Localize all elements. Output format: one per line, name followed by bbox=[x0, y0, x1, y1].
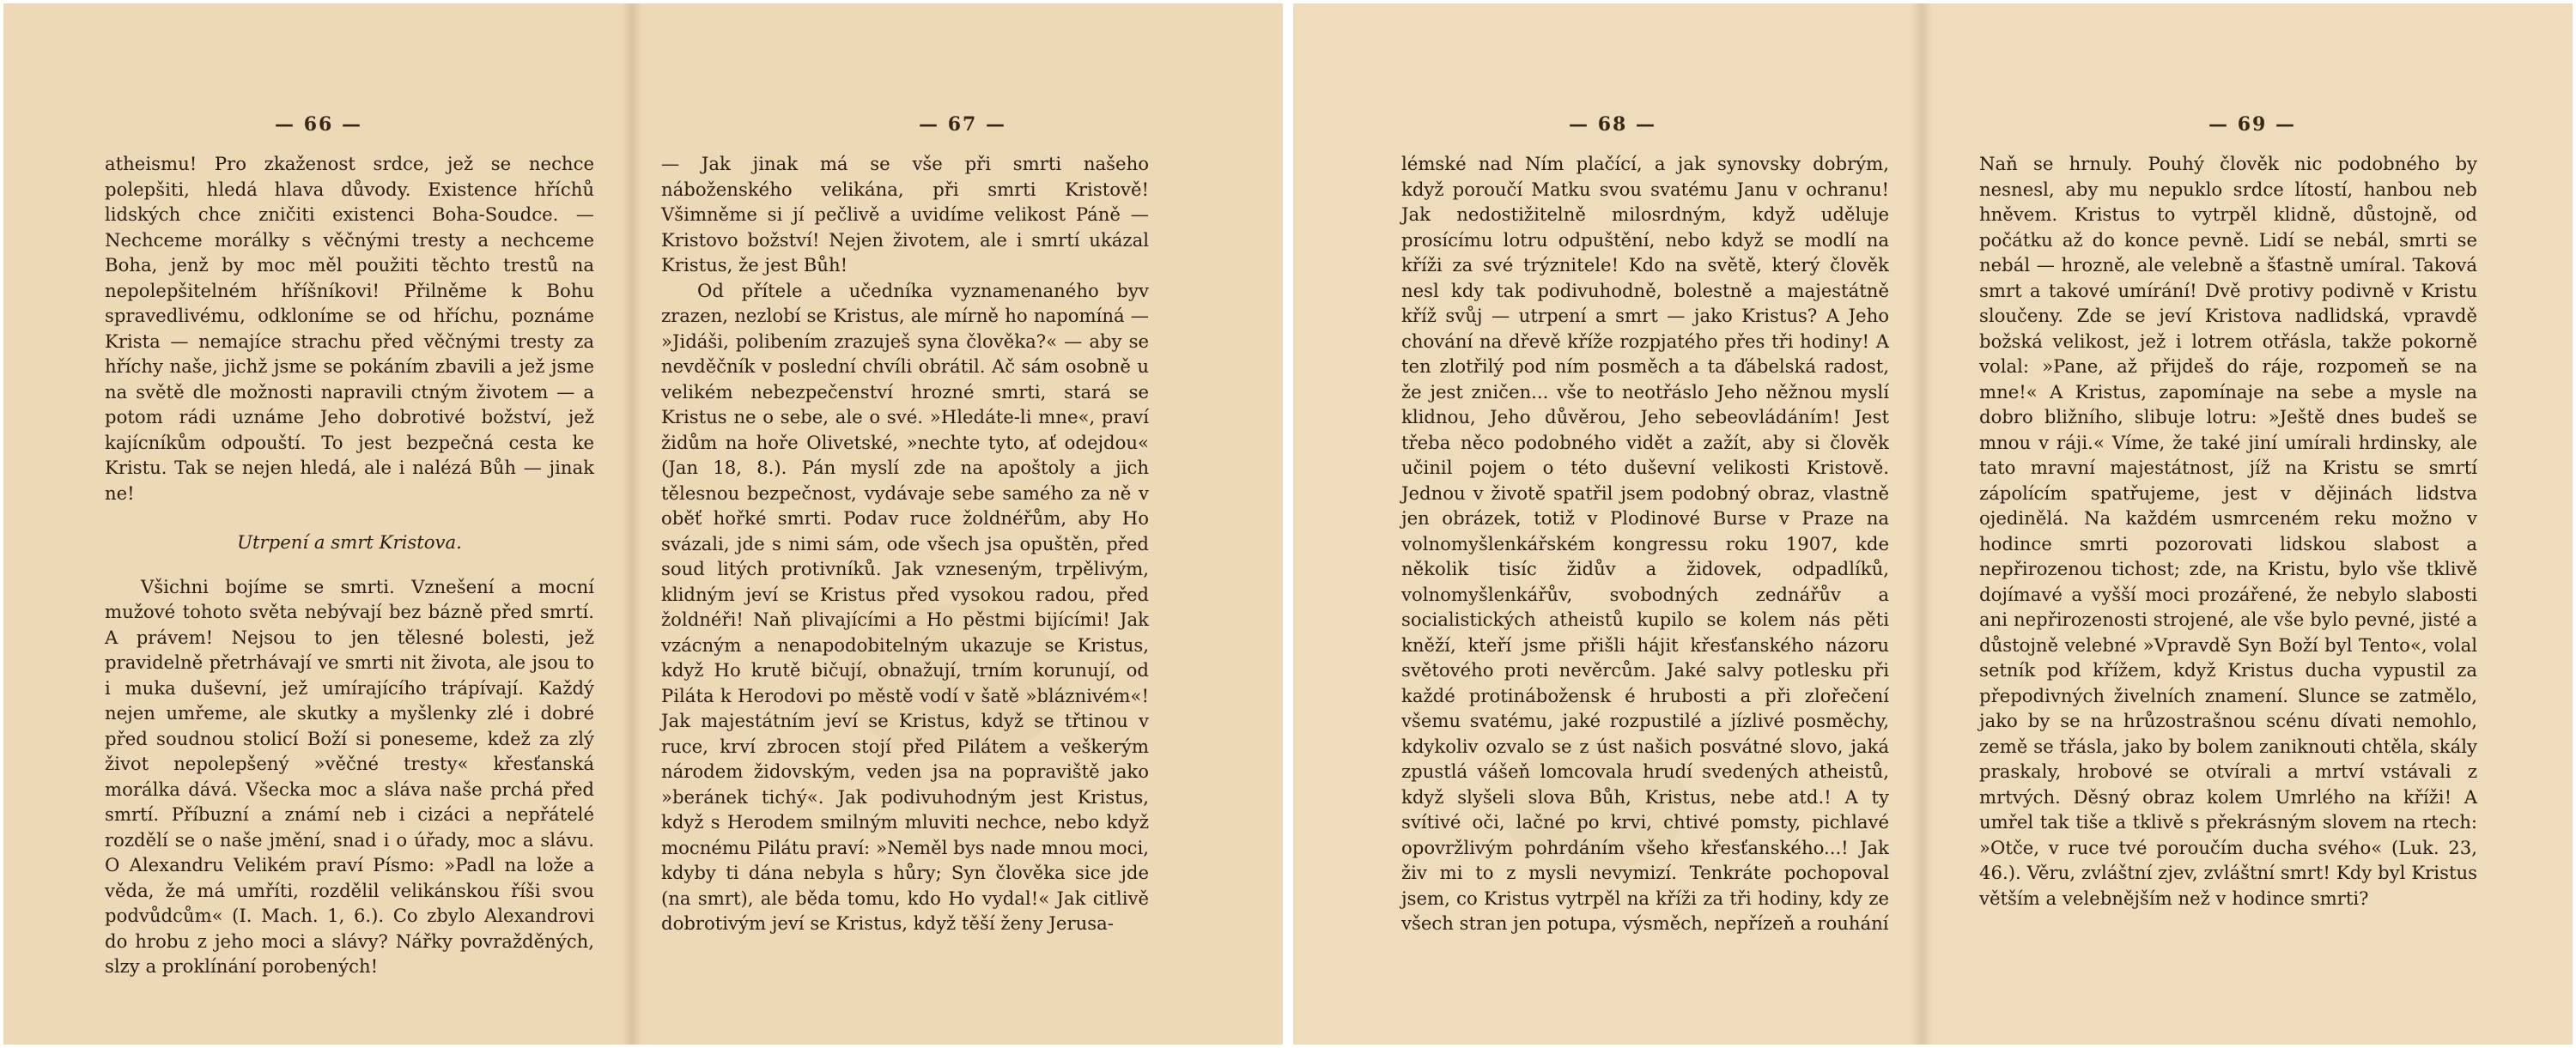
right-spread bbox=[1293, 3, 2573, 1045]
page-text bbox=[1401, 151, 1889, 936]
paragraph: Od přítele a učedníka vyznamenaného byv zrazen, nezlobí se Kristus, ale mírně ho napomíná — »Jidáši, polibením zrazuješ syna člověka?« — aby se nevděčník v poslední chvíli obrátil. Ač sám osobně u velikém nebezpečenství hrozné smrti, stará se Kristus ne o sebe, ale o své. »Hledáte-li mne«, praví židům na hoře Olivetské, »nechte tyto, ať odejdou« (Jan 18, 8.). Pán myslí zde na apoštoly a jich tělesnou bezpečnost, vydávaje sebe samého za ně v oběť hořké smrti. Podav ruce žoldnéřům, aby Ho svázali, jde s nimi sám, ode všech jsa opuštěn, před soud litých protivníků. Jak vzneseným, trpělivým, klidným jeví se Kristus před vysokou radou, před žoldnéři! Naň plivajícími a Ho pěstmi bijícími! Jak vzácným a nenapodobitelným ukazuje se Kristus, když Ho krutě bičují, obnažují, trním korunují, od Piláta k Herodovi po městě vodí v šatě »bláznivém«! Jak majestátním jeví se Kristus, když se třtinou v ruce, krví zbrocen stojí před Pilátem a veškerým národem židovským, veden jsa na popraviště jako »beránek tichý«. Jak podivuhodným jest Kristus, když s Herodem smilným mluviti nechce, nebo když mocnému Pilátu praví: »Neměl bys nade mnou moci, kdyby ti dána nebyla s hůry; Syn člověka sice jde (na smrt), ale běda tomu, kdo Ho vydal!« Jak citlivě dobrotivým jeví se Kristus, když těší ženy Jerusa- bbox=[661, 279, 1149, 934]
section-heading: Utrpení a smrt Kristova. bbox=[237, 531, 462, 553]
page-text bbox=[1979, 151, 2477, 911]
paragraph: lémské nad Ním plačící, a jak synovsky dobrým, když poroučí Matku svou svatému Janu v ochranu! Jak nedostižitelně milosrdným, když uděluje prosícímu lotru odpuštění, nebo když se modlí na kříži za své trýznitele! Kdo na světě, který člověk nesl kdy tak podivuhodně, bolestně a majestátně kříž svůj — utrpení a smrt — jako Kristus? A Jeho chování na dřevě kříže rozpjatého přes tři hodiny! A ten zlotřilý pod ním posměch a ta ďábelská radost, že jest zničen... vše to neotřáslo Jeho něžnou myslí klidnou, Jeho důvěrou, Jeho sebeovládáním! Jest třeba něco podobného vidět a zažít, aby si člověk učinil pojem o této duševní velikosti Kristově. Jednou v životě spatřil jsem podobný obraz, vlastně jen obrázek, totiž v Plodinové Burse v Praze na volnomyšlenkářském kongressu roku 1907, kde několik tisíc židův a židovek, odpadlíků, volnomyšlenkářův, svobodných zednářův a socialistických atheistů kupilo se kolem nás pěti kněží, kteří jsme přišli hájit křesťanského názoru světového proti nevěrcům. Jaké salvy potlesku při každé protinábožensk é hrubosti a při zlořečení všemu svatému, jaké rozpustilé a jízlivé posměchy, kdykoliv ozvalo se z úst našich posvátné slovo, jaká zpustlá vášeň lomcovala hrudí svedených atheistů, když slyšeli slova Bůh, Kristus, nebe atd.! A ty svítivé oči, lačné po krvi, chtivé pomsty, pichlavé opovržlivým pohrdáním všeho křesťanského...! Jak živ mi to z mysli nevymizí. Tenkráte pochopoval jsem, co Kristus vytrpěl na kříži za tři hodiny, kdy ze všech stran jen potupa, výsměch, nepřízeň a rouhání bbox=[1401, 153, 1889, 934]
paragraph: — Jak jinak má se vše při smrti našeho náboženského velikána, při smrti Kristově! Všimněme si jí pečlivě a uvidíme velikost Páně — Kristovo božství! Nejen životem, ale i smrtí ukázal Kristus, že jest Bůh! bbox=[661, 153, 1149, 276]
page-number: — 69 — bbox=[2208, 113, 2296, 136]
page-text bbox=[105, 151, 594, 979]
page-number: — 66 — bbox=[275, 113, 362, 136]
page-68 bbox=[1293, 3, 1932, 1045]
paragraph: Naň se hrnuly. Pouhý člověk nic podobného by nesnesl, aby mu nepuklo srdce lítostí, hanbou neb hněvem. Kristus to vytrpěl klidně, důstojně, od počátku až do konce pevně. Lidí se nebál, smrti se nebál — hrozně, ale velebně a šťastně umíral. Taková smrt a takové umírání! Dvě protivy podivně v Kristu sloučeny. Zde se jeví Kristova nadlidská, vpravdě božská velikost, jež i lotrem otřásla, takže pokorně volal: »Pane, až přijdeš do ráje, rozpomeň se na mne!« A Kristus, zapomínaje na sebe a mysle na dobro bližního, slibuje lotru: »Ještě dnes budeš se mnou v ráji.« Víme, že také jiní umírali hrdinsky, ale tato mravní majestátnost, jíž na Kristu se smrtí zápolícím spatřujeme, jest v dějinách lidstva ojedinělá. Na každém usmrceném reku možno v hodince smrti pozorovati lidskou slabost a nepřirozenou tichost; zde, na Kristu, bylo vše tklivě dojímavé a vyšší moci prozářené, že nebylo slabosti ani nepřirozenosti strojené, ale vše bylo pevné, jisté a důstojně velebné »Vpravdě Syn Boží byl Tento«, volal setník pod křížem, když Kristus ducha vypustil za přepodivných živelních znamení. Slunce se zatmělo, jako by se na hrůzostrašnou scénu dívati nemohlo, země se třásla, jako by bolem zaniknouti chtěla, skály praskaly, hrobové se otvírali a mrtví vstávali z mrtvých. Děsný obraz kolem Umrlého na kříži! A umřel tak tiše a tklivě s překrásným slovem na rtech: »Otče, v ruce tvé poroučím ducha svého« (Luk. 23, 46.). Věru, zvláštní zjev, zvláštní smrt! Kdy byl Kristus větším a velebnějším než v hodince smrti? bbox=[1979, 153, 2477, 909]
page-number: — 68 — bbox=[1569, 113, 1656, 136]
page-69 bbox=[1932, 3, 2573, 1045]
page-67 bbox=[642, 3, 1283, 1045]
paragraph: Všichni bojíme se smrti. Vznešení a mocní mužové tohoto světa nebývají bez bázně před smrtí. A právem! Nejsou to jen tělesné bolesti, jež pravidelně přetrhávají ve smrti nit života, ale jsou to i muka duševní, jež umírajícího trápívají. Každý nejen umřeme, ale skutky a myšlenky zlé i dobré před soudnou stolicí Boží si poneseme, kdež za zlý život nepolepšený »věčné tresty« křesťanská morálka dává. Všecka moc a sláva naše prchá před smrtí. Příbuzní a známí neb i cizáci a nepřátelé rozdělí se o naše jmění, snad i o úřady, moc a slávu. O Alexandru Velikém praví Písmo: »Padl na lože a věda, že má umříti, rozdělil velikánskou říši svou podvůdcům« (I. Mach. 1, 6.). Co zbylo Alexandrovi do hrobu z jeho moci a slávy? Nářky povražděných, slzy a proklínání porobených! bbox=[105, 575, 594, 977]
page-number: — 67 — bbox=[919, 113, 1006, 136]
paragraph: atheismu! Pro zkaženost srdce, jež se nechce polepšiti, hledá hlava důvody. Existence hříchů lidských chce zničiti existenci Boha-Soudce. — Nechceme morálky s věčnými tresty a nechceme Boha, jenž by moc měl použiti těchto trestů na nepolepšitelném hříšníkovi! Přilněme k Bohu spravedlivému, odkloníme se od hříchu, poznáme Krista — nemajíce strachu před věčnými tresty za hříchy naše, jichž jsme se pokáním zbavili a jež jsme na světě dle možnosti napravili ctným životem — a potom rádi uznáme Jeho dobrotivé božství, jež kajícníkům odpouští. To jest bezpečná cesta ke Kristu. Tak se nejen hledá, ale i nalézá Bůh — jinak ne! bbox=[105, 153, 594, 504]
page-text bbox=[661, 151, 1149, 936]
left-spread bbox=[3, 3, 1283, 1045]
page-66 bbox=[3, 3, 634, 1045]
